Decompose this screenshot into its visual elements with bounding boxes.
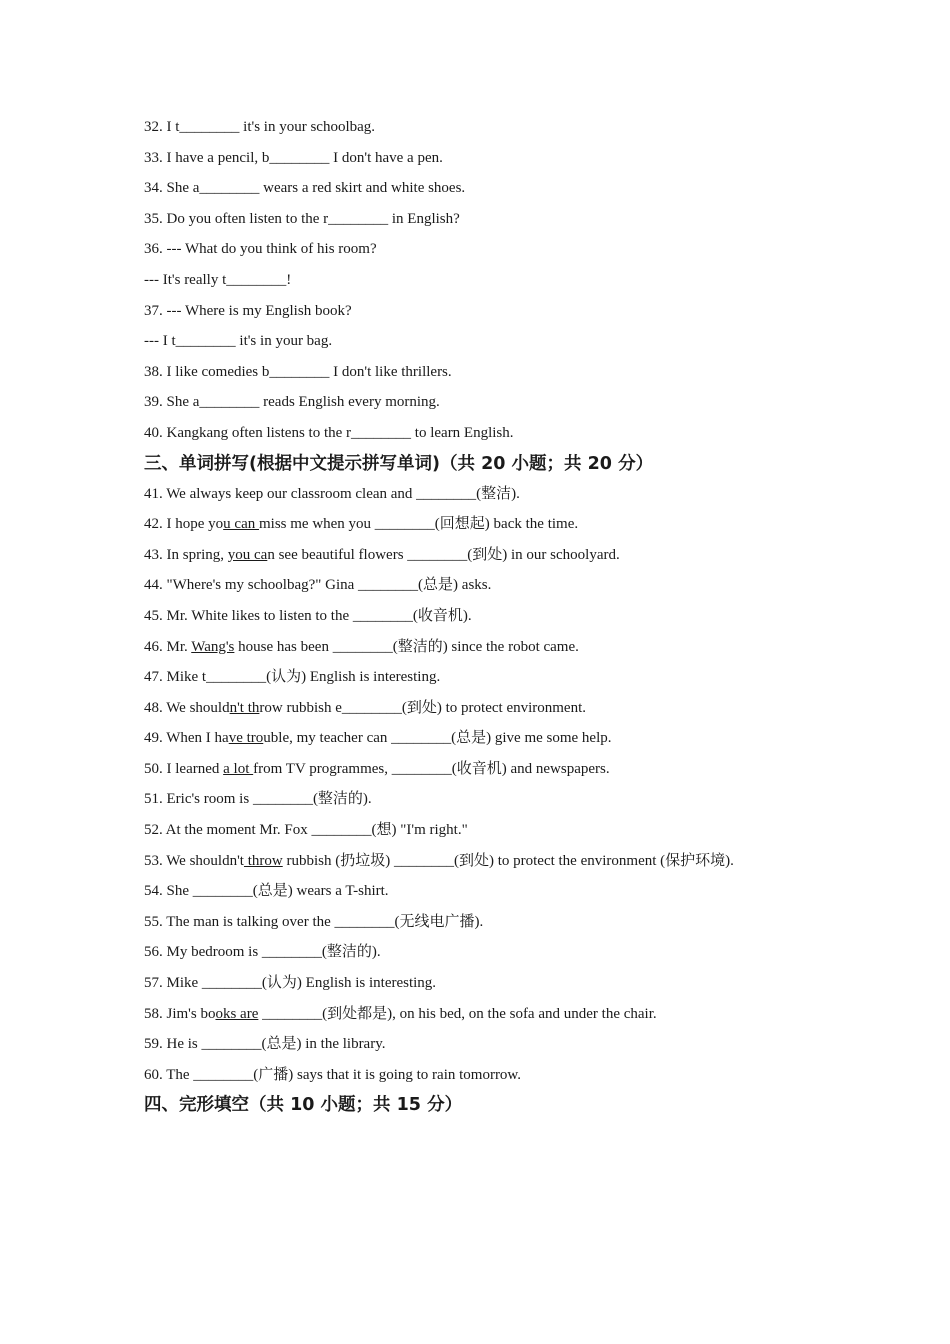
question-38: 38. I like comedies b________ I don't like thrillers. [144, 363, 452, 380]
question-50-text-a: 50. I learned [144, 760, 224, 777]
question-48-underlined: n't th [229, 699, 260, 716]
question-35: 35. Do you often listen to the r________ in English? [144, 210, 460, 227]
question-58-text-b: ________(到处都是), on his bed, on the sofa and under the chair. [258, 1005, 657, 1022]
question-53-underlined: throw [243, 852, 283, 869]
question-53 [144, 846, 904, 877]
question-41: 41. We always keep our classroom clean and ________(整洁). [144, 485, 520, 502]
question-42-text-a: 42. I hope yo [144, 516, 224, 533]
question-51: 51. Eric's room is ________(整洁的). [144, 791, 372, 808]
question-37-answer: --- I t________ it's in your bag. [144, 333, 333, 350]
question-49-text-a: 49. When I ha [144, 730, 229, 747]
question-52: 52. At the moment Mr. Fox ________(想) "I'm right." [144, 822, 468, 839]
question-48-text-b: row rubbish e________(到处) to protect environment. [259, 699, 587, 716]
question-46-text-b: house has been ________(整洁的) since the robot came. [234, 638, 579, 655]
question-50-underlined: a lot [223, 760, 254, 777]
question-34: 34. She a________ wears a red skirt and white shoes. [144, 180, 466, 197]
question-42-underlined: u can [223, 516, 259, 533]
section-three-heading: 三、单词拼写(根据中文提示拼写单词)（共 20 小题；共 20 分） [144, 453, 654, 474]
question-46 [144, 632, 904, 663]
question-42-text-b: miss me when you ________(回想起) back the time. [258, 516, 579, 533]
question-50-text-b: from TV programmes, ________(收音机) and newspapers. [253, 760, 610, 777]
question-49 [144, 723, 904, 754]
question-53-text-b: rubbish (扔垃圾) ________(到处) to protect the environment (保护环境). [282, 852, 734, 869]
question-32: 32. I t________ it's in your schoolbag. [144, 119, 376, 135]
question-36-answer: --- It's really t________! [144, 271, 292, 288]
question-45: 45. Mr. White likes to listen to the ________(收音机). [144, 607, 472, 624]
question-57: 57. Mike ________(认为) English is interesting. [144, 975, 437, 992]
question-43-text-b: n see beautiful flowers ________(到处) in our schoolyard. [267, 546, 620, 563]
question-47: 47. Mike t________(认为) English is interesting. [144, 669, 441, 686]
question-37: 37. --- Where is my English book? [144, 302, 352, 319]
question-33: 33. I have a pencil, b________ I don't have a pen. [144, 149, 443, 166]
question-40: 40. Kangkang often listens to the r________ to learn English. [144, 424, 514, 441]
question-50 [144, 754, 904, 785]
question-58-text-a: 58. Jim's bo [144, 1005, 216, 1022]
question-46-text-a: 46. Mr. [144, 638, 192, 655]
question-54: 54. She ________(总是) wears a T-shirt. [144, 883, 389, 900]
question-46-underlined: Wang's [191, 638, 235, 655]
question-58-underlined: oks are [215, 1005, 259, 1022]
question-48 [144, 693, 904, 724]
question-53-text-a: 53. We shouldn't [144, 852, 244, 869]
question-56: 56. My bedroom is ________(整洁的). [144, 944, 381, 961]
question-58 [144, 999, 904, 1030]
question-60: 60. The ________(广播) says that it is going to rain tomorrow. [144, 1066, 522, 1083]
question-36: 36. --- What do you think of his room? [144, 241, 377, 258]
question-49-text-b: uble, my teacher can ________(总是) give me some help. [263, 730, 612, 747]
question-43-text-a: 43. In spring, [144, 546, 228, 563]
question-48-text-a: 48. We should [144, 699, 230, 716]
question-42 [144, 509, 904, 540]
question-43 [144, 540, 904, 571]
section-four-heading: 四、完形填空（共 10 小题；共 15 分） [144, 1095, 463, 1116]
question-49-underlined: ve tro [228, 730, 264, 747]
question-43-underlined: you ca [227, 546, 268, 563]
question-39: 39. She a________ reads English every morning. [144, 394, 440, 411]
question-55: 55. The man is talking over the ________(无线电广播). [144, 913, 484, 930]
exam-page [144, 112, 904, 1120]
question-59: 59. He is ________(总是) in the library. [144, 1036, 386, 1053]
question-44: 44. "Where's my schoolbag?" Gina ________(总是) asks. [144, 577, 492, 594]
